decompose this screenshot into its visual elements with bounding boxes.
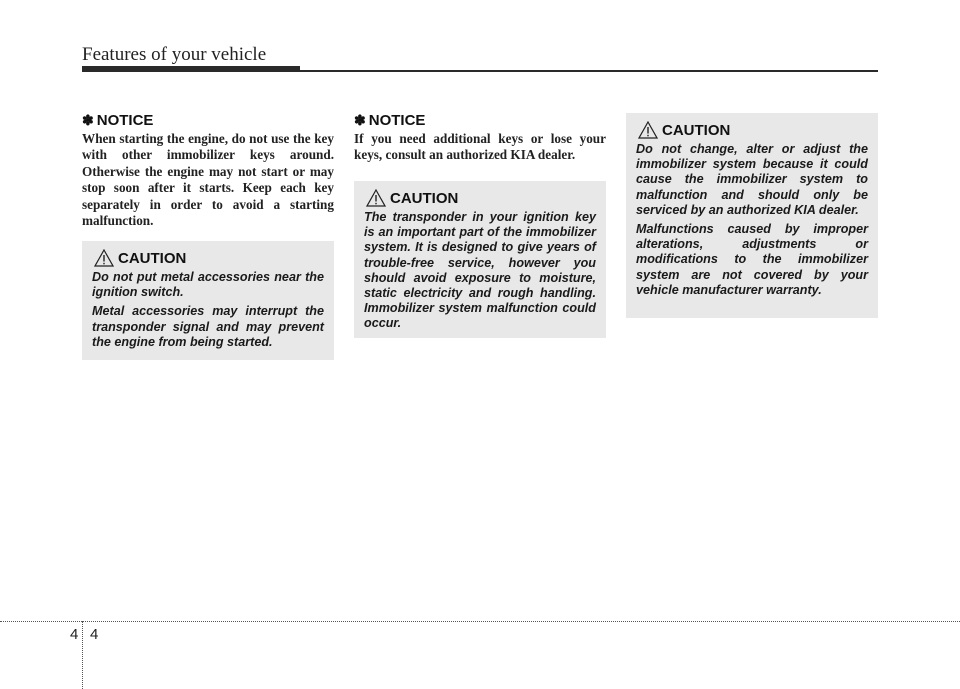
notice-body: If you need additional keys or lose your keys, consult an authorized KIA dealer. — [354, 131, 606, 163]
chapter-number: 4 — [70, 626, 79, 643]
notice-heading — [82, 112, 334, 129]
left-notice — [82, 112, 334, 229]
middle-caution-box — [354, 181, 606, 338]
caution-title: CAUTION — [118, 249, 187, 267]
caution-heading — [92, 249, 324, 267]
header-rule-thin — [82, 70, 878, 72]
page-number: 4 — [90, 626, 99, 643]
notice-star-icon: ✽ — [82, 112, 94, 128]
caution-heading — [364, 189, 596, 207]
notice-heading — [354, 112, 606, 129]
caution-paragraph: The transponder in your ignition key is an important part of the immobilizer system. It is designed to give years of trouble-free service, however you should avoid exposure to moisture, static electricity and rough handling. Immobilizer system malfunction could occur. — [364, 210, 596, 331]
footer-divider — [82, 621, 83, 689]
left-caution-box — [82, 241, 334, 360]
notice-heading-label: NOTICE — [96, 112, 154, 129]
caution-paragraph: Do not put metal accessories near the ignition switch. — [92, 270, 324, 300]
warning-triangle-icon — [638, 121, 658, 139]
notice-heading-label: NOTICE — [368, 112, 426, 129]
caution-paragraph: Malfunctions caused by improper alterations, adjustments or modifications to the immobilizer system are not covered by your vehicle manufacturer warranty. — [636, 222, 868, 297]
warning-triangle-icon — [94, 249, 114, 267]
page-header-title: Features of your vehicle — [82, 44, 267, 65]
warning-triangle-icon — [366, 189, 386, 207]
notice-body: When starting the engine, do not use the key with other immobilizer keys around. Otherwise the engine may not start or may stop soon after it starts. Keep each key separately in order to avoid a starting malfunction. — [82, 131, 334, 229]
caution-heading — [636, 121, 868, 139]
caution-title: CAUTION — [662, 121, 731, 139]
right-caution-box — [626, 113, 878, 318]
caution-paragraph: Metal accessories may interrupt the transponder signal and may prevent the engine from being started. — [92, 304, 324, 349]
caution-title: CAUTION — [390, 189, 459, 207]
middle-notice — [354, 112, 606, 164]
caution-paragraph: Do not change, alter or adjust the immobilizer system because it could cause the immobilizer system to malfunction and should only be serviced by an authorized KIA dealer. — [636, 142, 868, 217]
notice-star-icon: ✽ — [354, 112, 366, 128]
footer-rule — [0, 621, 960, 622]
